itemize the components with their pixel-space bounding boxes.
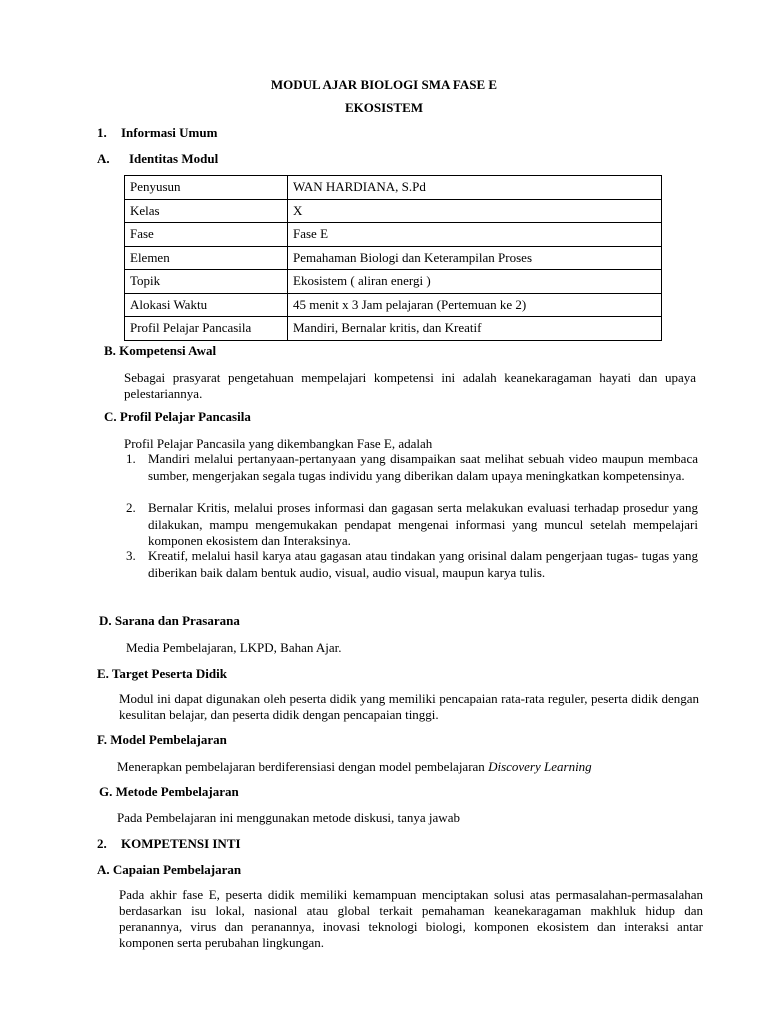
model-text (117, 759, 592, 775)
table-row (125, 293, 662, 317)
table-key: Alokasi Waktu (125, 293, 288, 317)
table-key: Penyusun (125, 176, 288, 200)
sarana-text: Media Pembelajaran, LKPD, Bahan Ajar. (126, 640, 342, 655)
table-key: Elemen (125, 246, 288, 270)
table-row (125, 223, 662, 247)
table-value: Mandiri, Bernalar kritis, dan Kreatif (288, 317, 662, 341)
list-item-number: 1. (126, 451, 136, 466)
profil-heading: C. Profil Pelajar Pancasila (104, 409, 251, 424)
table-row (125, 176, 662, 200)
list-item-number: 3. (126, 548, 136, 563)
table-key: Topik (125, 270, 288, 294)
kompetensi-awal-text: Sebagai prasyarat pengetahuan mempelajari kompetensi ini adalah keanekaragaman hayati dan upaya pelestariannya. (124, 370, 696, 401)
table-value: 45 menit x 3 Jam pelajaran (Pertemuan ke 2) (288, 293, 662, 317)
profil-intro: Profil Pelajar Pancasila yang dikembangkan Fase E, adalah (124, 436, 433, 451)
table-row (125, 246, 662, 270)
table-key: Kelas (125, 199, 288, 223)
list-item (126, 548, 698, 581)
table-key: Fase (125, 223, 288, 247)
list-item (126, 500, 698, 550)
list-item (126, 451, 698, 484)
table-row (125, 317, 662, 341)
target-text: Modul ini dapat digunakan oleh peserta didik yang memiliki pencapaian rata-rata reguler, peserta didik dengan kesulitan belajar, dan peserta didik dengan pencapaian tinggi. (119, 691, 699, 722)
target-heading: E. Target Peserta Didik (97, 666, 227, 681)
section-1-heading: Informasi Umum (121, 125, 218, 140)
capaian-heading: A. Capaian Pembelajaran (97, 862, 242, 877)
section-1-number: 1. (97, 125, 107, 140)
list-item-number: 2. (126, 500, 136, 515)
kompetensi-awal-heading: B. Kompetensi Awal (104, 343, 217, 358)
table-key: Profil Pelajar Pancasila (125, 317, 288, 341)
list-item-text: Kreatif, melalui hasil karya atau gagasan atau tindakan yang orisinal dalam pengerjaan tugas- tugas yang diberikan baik dalam bentuk audio, visual, audio visual, maupun karya tulis. (148, 548, 698, 580)
section-2-number: 2. (97, 836, 107, 851)
table-row (125, 270, 662, 294)
table-value: WAN HARDIANA, S.Pd (288, 176, 662, 200)
section-2-heading: KOMPETENSI INTI (121, 836, 241, 851)
document-title: MODUL AJAR BIOLOGI SMA FASE E (270, 77, 498, 92)
document-subtitle: EKOSISTEM (344, 100, 424, 115)
model-heading: F. Model Pembelajaran (97, 732, 227, 747)
table-row (125, 199, 662, 223)
table-value: Pemahaman Biologi dan Keterampilan Proses (288, 246, 662, 270)
table-value: Ekosistem ( aliran energi ) (288, 270, 662, 294)
table-value: Fase E (288, 223, 662, 247)
model-text-regular: Menerapkan pembelajaran berdiferensiasi dengan model pembelajaran (117, 759, 489, 774)
capaian-text: Pada akhir fase E, peserta didik memiliki kemampuan menciptakan solusi atas permasalahan-permasalahan berdasarkan isu lokal, nasional atau global terkait pemahaman keanekaragaman makhluk hidup dan peranannya, virus dan peranannya, inovasi teknologi biologi, komponen ekosistem dan interaksi antar komponen serta perubahan lingkungan. (119, 887, 703, 950)
list-item-text: Mandiri melalui pertanyaan-pertanyaan yang disampaikan saat melihat sebuah video maupun membaca sumber, mengerjakan segala tugas individu yang diberikan dalam upaya meningkatkan kompetensinya. (148, 451, 698, 483)
metode-text: Pada Pembelajaran ini menggunakan metode diskusi, tanya jawab (117, 810, 460, 825)
identitas-letter: A. (97, 151, 110, 166)
sarana-heading: D. Sarana dan Prasarana (99, 613, 240, 628)
table-value: X (288, 199, 662, 223)
metode-heading: G. Metode Pembelajaran (99, 784, 239, 799)
identitas-table (124, 175, 662, 341)
identitas-heading: Identitas Modul (129, 151, 219, 166)
list-item-text: Bernalar Kritis, melalui proses informasi dan gagasan serta melakukan evaluasi terhadap prosedur yang dilakukan, mampu mengemukakan pendapat mengenai informasi yang muncul setelah mempelajari komponen ekosistem dan Interaksinya. (148, 500, 698, 548)
model-text-italic: Discovery Learning (488, 759, 592, 774)
